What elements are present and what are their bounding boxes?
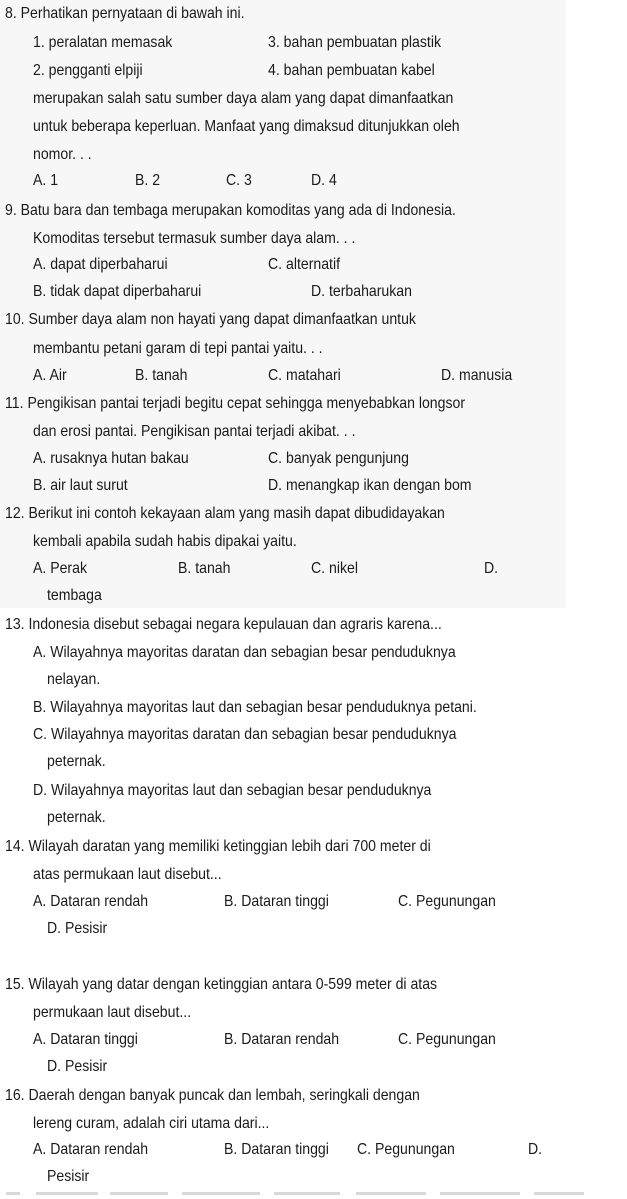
q12-option-a: A. Perak [33, 560, 87, 577]
q8-body-line: nomor. . . [33, 146, 92, 163]
q8-option-a: A. 1 [33, 172, 59, 189]
q13-option-c: C. Wilayahnya mayoritas daratan dan sebagian besar penduduknya [33, 726, 457, 743]
q14-option-c: C. Pegunungan [398, 893, 496, 910]
q15-stem-cont: permukaan laut disebut... [33, 1004, 192, 1021]
q11-option-d: D. menangkap ikan dengan bom [268, 477, 472, 494]
q9-stem-cont: Komoditas tersebut termasuk sumber daya alam. . . [33, 230, 356, 247]
q8-item-1: 1. peralatan memasak [33, 34, 173, 51]
q15-stem: 15. Wilayah yang datar dengan ketinggian antara 0-599 meter di atas [5, 976, 438, 993]
q13-option-a-cont: nelayan. [47, 671, 101, 688]
q11-option-a: A. rusaknya hutan bakau [33, 450, 189, 467]
q15-option-a: A. Dataran tinggi [33, 1031, 138, 1048]
q13-option-b: B. Wilayahnya mayoritas laut dan sebagian besar penduduknya petani. [33, 699, 477, 716]
q8-stem: 8. Perhatikan pernyataan di bawah ini. [5, 5, 245, 22]
q14-stem-cont: atas permukaan laut disebut... [33, 866, 222, 883]
q16-option-a: A. Dataran rendah [33, 1141, 149, 1158]
q9-option-a: A. dapat diperbaharui [33, 256, 168, 273]
q8-item-2: 2. pengganti elpiji [33, 62, 143, 79]
q15-option-d: D. Pesisir [47, 1058, 108, 1075]
q14-stem: 14. Wilayah daratan yang memiliki ketinggian lebih dari 700 meter di [5, 838, 431, 855]
q14-option-a: A. Dataran rendah [33, 893, 149, 910]
q14-option-b: B. Dataran tinggi [224, 893, 329, 910]
q15-option-b: B. Dataran rendah [224, 1031, 340, 1048]
q8-item-3: 3. bahan pembuatan plastik [268, 34, 442, 51]
q16-stem: 16. Daerah dengan banyak puncak dan lembah, seringkali dengan [5, 1087, 420, 1104]
q11-stem: 11. Pengikisan pantai terjadi begitu cepat sehingga menyebabkan longsor [5, 395, 466, 412]
q9-option-b: B. tidak dapat diperbaharui [33, 283, 202, 300]
q10-option-c: C. matahari [268, 367, 341, 384]
q12-option-c: C. nikel [311, 560, 358, 577]
q16-option-d: D. [528, 1141, 543, 1158]
q10-option-b: B. tanah [135, 367, 188, 384]
q11-stem-cont: dan erosi pantai. Pengikisan pantai terjadi akibat. . . [33, 423, 356, 440]
q8-body-line: untuk beberapa keperluan. Manfaat yang dimaksud ditunjukkan oleh [33, 118, 460, 135]
q13-option-d-cont: peternak. [47, 809, 106, 826]
q12-stem-cont: kembali apabila sudah habis dipakai yaitu. [33, 533, 297, 550]
q16-option-d-cont: Pesisir [47, 1168, 90, 1185]
q8-option-d: D. 4 [311, 172, 337, 189]
q10-option-a: A. Air [33, 367, 67, 384]
q8-body-line: merupakan salah satu sumber daya alam yang dapat dimanfaatkan [33, 90, 454, 107]
q9-option-c: C. alternatif [268, 256, 340, 273]
q8-option-b: B. 2 [135, 172, 161, 189]
q10-stem: 10. Sumber daya alam non hayati yang dapat dimanfaatkan untuk [5, 311, 416, 328]
q13-option-d: D. Wilayahnya mayoritas laut dan sebagian besar penduduknya [33, 782, 432, 799]
q8-item-4: 4. bahan pembuatan kabel [268, 62, 435, 79]
q13-option-c-cont: peternak. [47, 753, 106, 770]
q16-option-c: C. Pegunungan [357, 1141, 455, 1158]
q11-option-b: B. air laut surut [33, 477, 128, 494]
q15-option-c: C. Pegunungan [398, 1031, 496, 1048]
q9-stem: 9. Batu bara dan tembaga merupakan komoditas yang ada di Indonesia. [5, 202, 456, 219]
q10-option-d: D. manusia [441, 367, 513, 384]
q16-option-b: B. Dataran tinggi [224, 1141, 329, 1158]
q16-stem-cont: lereng curam, adalah ciri utama dari... [33, 1115, 270, 1132]
q10-stem-cont: membantu petani garam di tepi pantai yaitu. . . [33, 340, 323, 357]
q12-option-d: D. [484, 560, 499, 577]
q8-option-c: C. 3 [226, 172, 252, 189]
cut-off-next-line [0, 1192, 627, 1199]
q12-option-d-cont: tembaga [47, 587, 102, 604]
q9-option-d: D. terbaharukan [311, 283, 412, 300]
q12-option-b: B. tanah [178, 560, 231, 577]
q12-stem: 12. Berikut ini contoh kekayaan alam yang masih dapat dibudidayakan [5, 505, 445, 522]
q13-option-a: A. Wilayahnya mayoritas daratan dan sebagian besar penduduknya [33, 644, 456, 661]
q13-stem: 13. Indonesia disebut sebagai negara kepulauan dan agraris karena... [5, 616, 442, 633]
q11-option-c: C. banyak pengunjung [268, 450, 409, 467]
q14-option-d: D. Pesisir [47, 920, 108, 937]
